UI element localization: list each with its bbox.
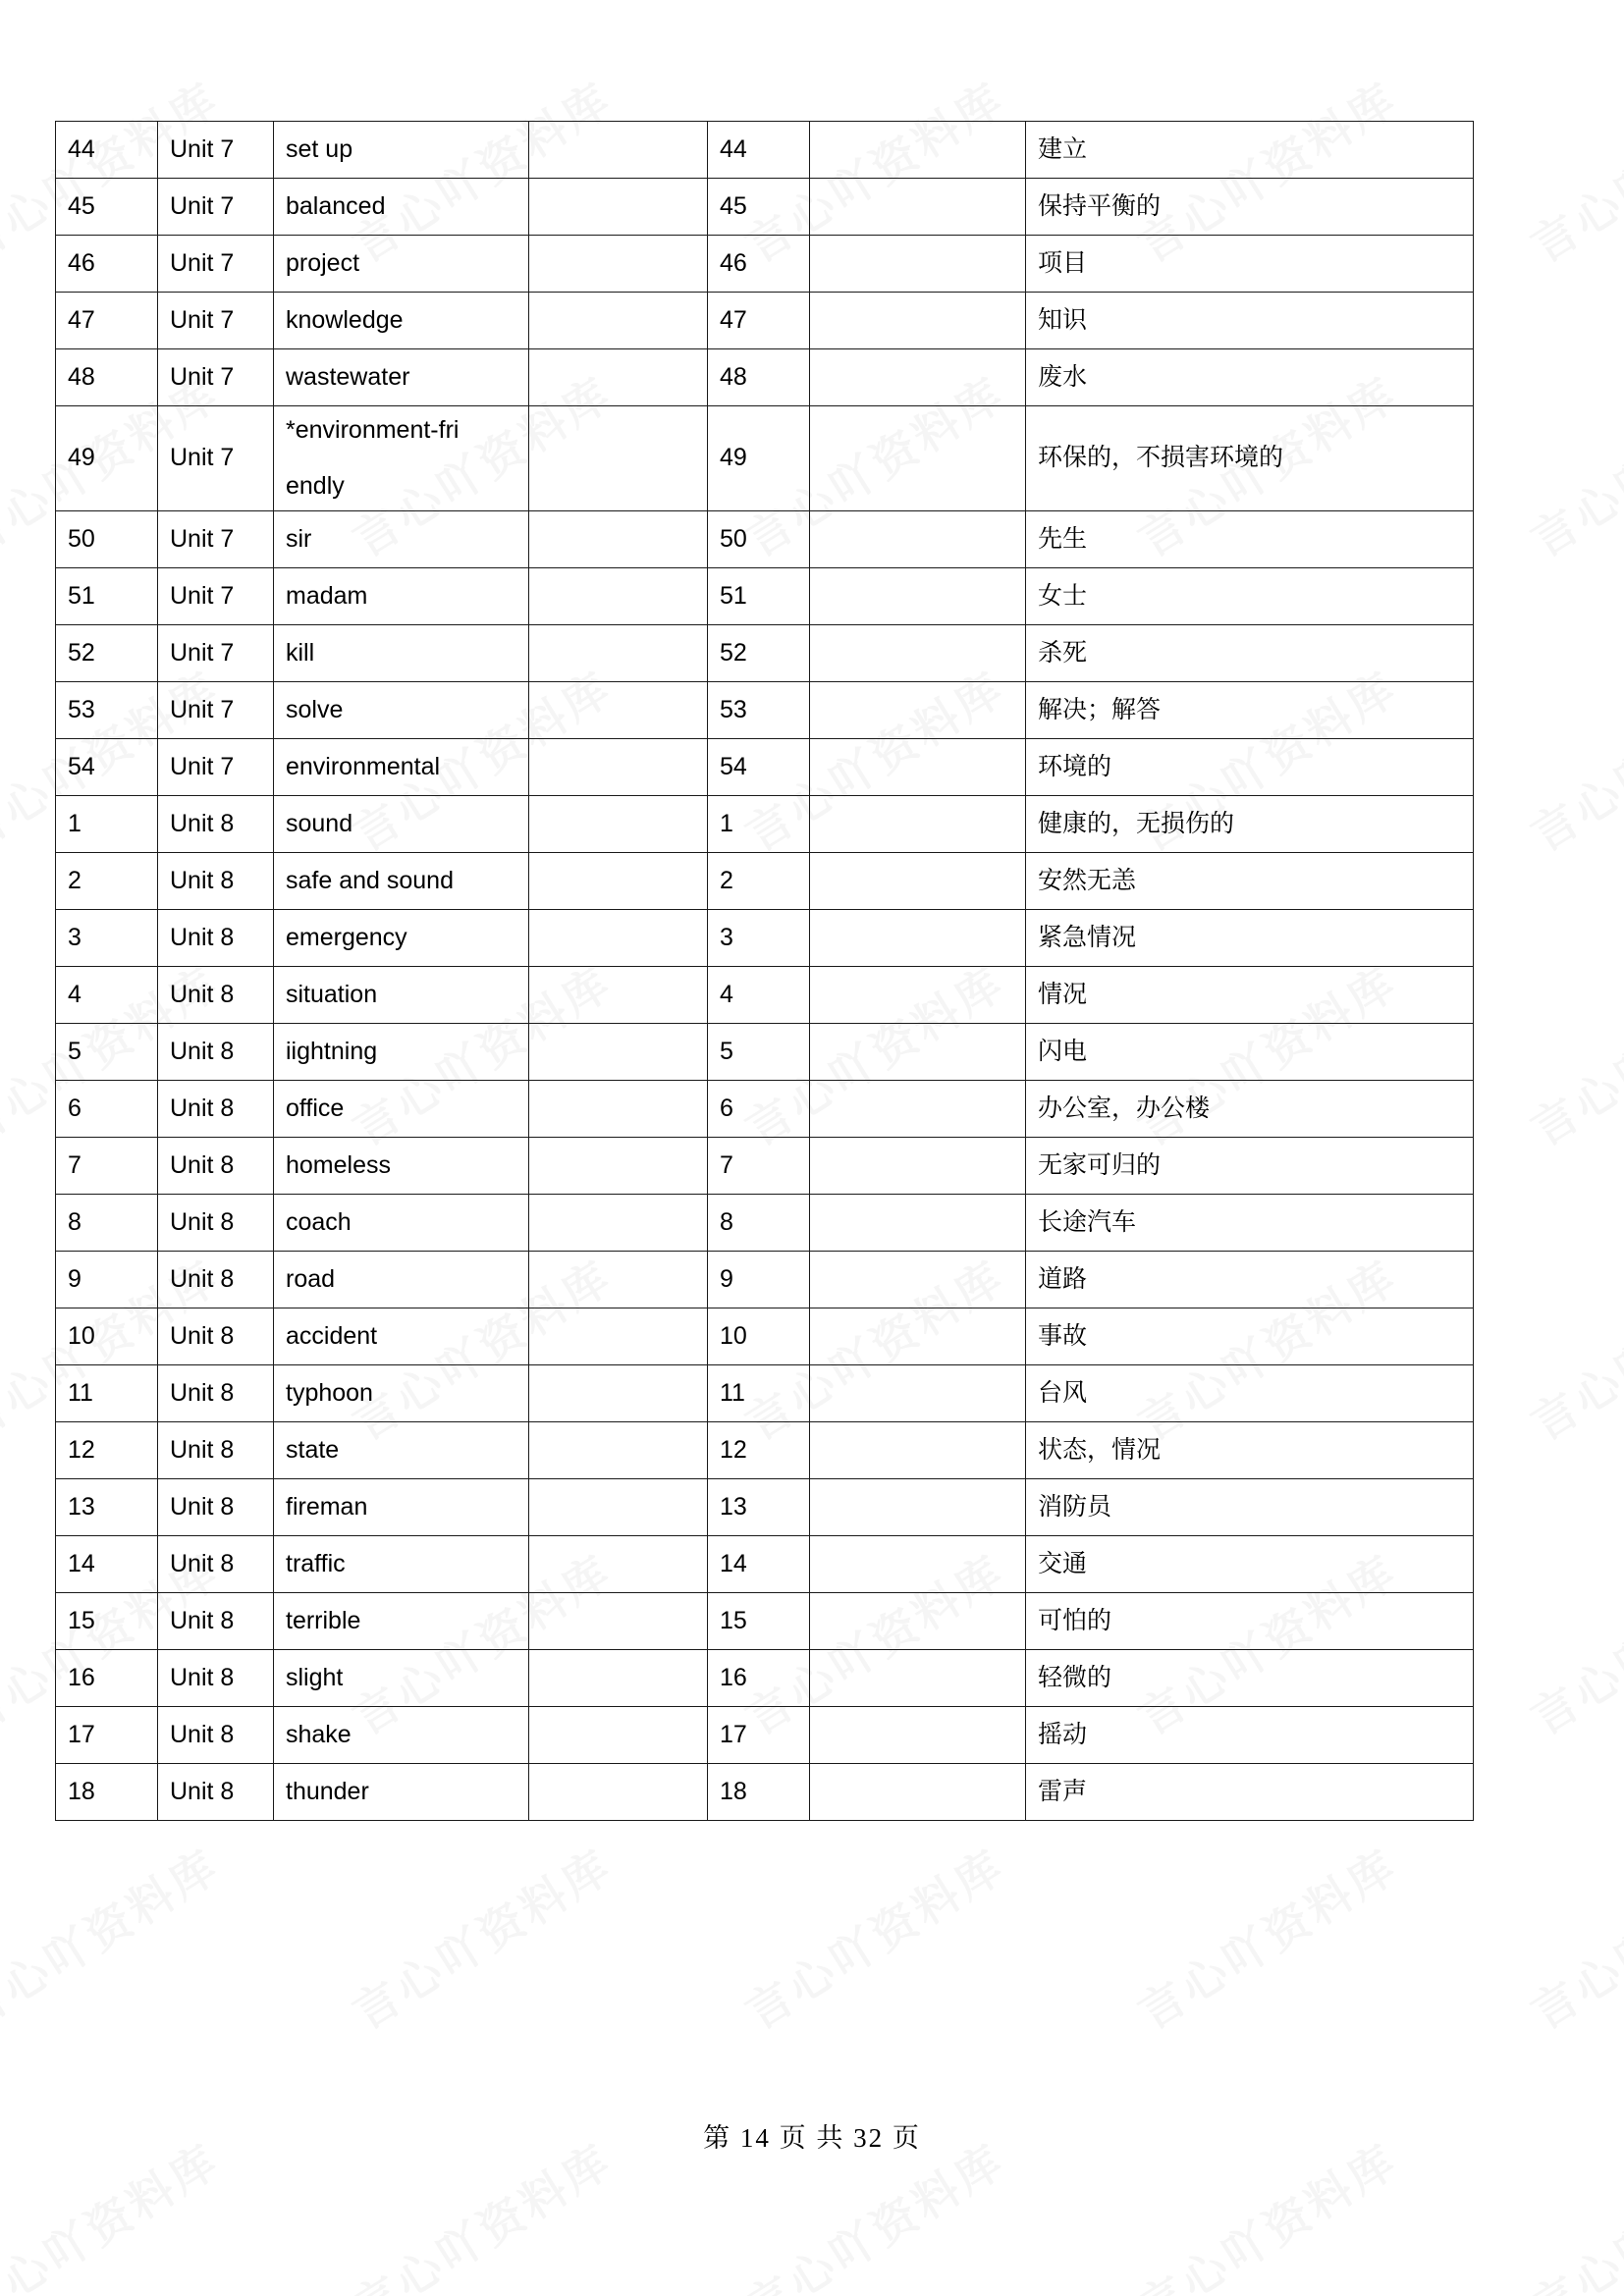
cell-index: 2 (56, 853, 158, 910)
cell-chinese-meaning: 台风 (1026, 1365, 1474, 1422)
cell-chinese-meaning: 交通 (1026, 1536, 1474, 1593)
cell-unit: Unit 8 (158, 1308, 274, 1365)
cell-unit: Unit 8 (158, 1593, 274, 1650)
cell-index-right: 17 (708, 1707, 810, 1764)
cell-index: 51 (56, 568, 158, 625)
cell-answer-blank-english (529, 1252, 708, 1308)
cell-english-word: typhoon (274, 1365, 529, 1422)
cell-chinese-meaning: 闪电 (1026, 1024, 1474, 1081)
table-row (56, 967, 1474, 1024)
cell-english-word: safe and sound (274, 853, 529, 910)
cell-answer-blank-english (529, 568, 708, 625)
table-row (56, 1764, 1474, 1821)
cell-index-right: 54 (708, 739, 810, 796)
cell-index-right: 6 (708, 1081, 810, 1138)
cell-index-right: 18 (708, 1764, 810, 1821)
cell-answer-blank-english (529, 967, 708, 1024)
cell-answer-blank-english (529, 796, 708, 853)
cell-index: 45 (56, 179, 158, 236)
vocabulary-table (55, 121, 1474, 1821)
cell-unit: Unit 8 (158, 1650, 274, 1707)
cell-unit: Unit 7 (158, 236, 274, 293)
cell-answer-blank-english (529, 1536, 708, 1593)
cell-unit: Unit 7 (158, 682, 274, 739)
cell-answer-blank-chinese (810, 1707, 1026, 1764)
cell-index-right: 16 (708, 1650, 810, 1707)
cell-index-right: 52 (708, 625, 810, 682)
cell-answer-blank-chinese (810, 1764, 1026, 1821)
cell-unit: Unit 8 (158, 1024, 274, 1081)
table-row (56, 853, 1474, 910)
cell-answer-blank-english (529, 1138, 708, 1195)
cell-index-right: 14 (708, 1536, 810, 1593)
cell-unit: Unit 8 (158, 1252, 274, 1308)
cell-unit: Unit 7 (158, 625, 274, 682)
cell-answer-blank-chinese (810, 1536, 1026, 1593)
table-row (56, 406, 1474, 511)
cell-answer-blank-english (529, 1422, 708, 1479)
cell-english-word: sound (274, 796, 529, 853)
cell-index-right: 4 (708, 967, 810, 1024)
cell-index: 10 (56, 1308, 158, 1365)
cell-index: 6 (56, 1081, 158, 1138)
cell-answer-blank-chinese (810, 349, 1026, 406)
table-row (56, 1707, 1474, 1764)
cell-index: 54 (56, 739, 158, 796)
cell-answer-blank-chinese (810, 910, 1026, 967)
cell-index: 50 (56, 511, 158, 568)
cell-unit: Unit 8 (158, 1138, 274, 1195)
cell-english-word: environmental (274, 739, 529, 796)
cell-unit: Unit 8 (158, 967, 274, 1024)
cell-answer-blank-chinese (810, 1195, 1026, 1252)
cell-unit: Unit 8 (158, 910, 274, 967)
cell-unit: Unit 8 (158, 1422, 274, 1479)
table-row (56, 236, 1474, 293)
cell-chinese-meaning: 项目 (1026, 236, 1474, 293)
table-row (56, 910, 1474, 967)
cell-index-right: 13 (708, 1479, 810, 1536)
table-row (56, 349, 1474, 406)
table-row (56, 293, 1474, 349)
cell-answer-blank-english (529, 1650, 708, 1707)
cell-index: 8 (56, 1195, 158, 1252)
table-row (56, 122, 1474, 179)
cell-answer-blank-chinese (810, 511, 1026, 568)
cell-answer-blank-english (529, 179, 708, 236)
cell-answer-blank-chinese (810, 682, 1026, 739)
table-row (56, 1365, 1474, 1422)
cell-answer-blank-chinese (810, 625, 1026, 682)
cell-index-right: 51 (708, 568, 810, 625)
cell-index: 12 (56, 1422, 158, 1479)
cell-index-right: 50 (708, 511, 810, 568)
vocabulary-table-body (56, 122, 1474, 1821)
cell-english-word: sir (274, 511, 529, 568)
cell-answer-blank-chinese (810, 796, 1026, 853)
cell-chinese-meaning: 可怕的 (1026, 1593, 1474, 1650)
cell-answer-blank-english (529, 625, 708, 682)
cell-index-right: 47 (708, 293, 810, 349)
table-row (56, 179, 1474, 236)
cell-answer-blank-chinese (810, 122, 1026, 179)
cell-answer-blank-english (529, 1024, 708, 1081)
cell-index: 1 (56, 796, 158, 853)
cell-answer-blank-english (529, 910, 708, 967)
cell-answer-blank-chinese (810, 1593, 1026, 1650)
table-row (56, 1138, 1474, 1195)
cell-index: 15 (56, 1593, 158, 1650)
cell-index: 9 (56, 1252, 158, 1308)
cell-answer-blank-english (529, 1081, 708, 1138)
cell-answer-blank-english (529, 739, 708, 796)
cell-answer-blank-chinese (810, 739, 1026, 796)
cell-english-word: project (274, 236, 529, 293)
cell-answer-blank-chinese (810, 967, 1026, 1024)
table-row (56, 682, 1474, 739)
cell-index-right: 46 (708, 236, 810, 293)
cell-unit: Unit 8 (158, 1536, 274, 1593)
cell-english-word: situation (274, 967, 529, 1024)
cell-chinese-meaning: 轻微的 (1026, 1650, 1474, 1707)
cell-answer-blank-chinese (810, 236, 1026, 293)
cell-index-right: 1 (708, 796, 810, 853)
cell-index: 46 (56, 236, 158, 293)
cell-index: 3 (56, 910, 158, 967)
table-row (56, 1195, 1474, 1252)
cell-chinese-meaning: 摇动 (1026, 1707, 1474, 1764)
cell-chinese-meaning: 保持平衡的 (1026, 179, 1474, 236)
cell-answer-blank-chinese (810, 853, 1026, 910)
cell-answer-blank-english (529, 236, 708, 293)
cell-english-word: balanced (274, 179, 529, 236)
cell-index: 11 (56, 1365, 158, 1422)
cell-index: 7 (56, 1138, 158, 1195)
cell-index-right: 7 (708, 1138, 810, 1195)
table-row (56, 1479, 1474, 1536)
table-row (56, 739, 1474, 796)
cell-english-word: state (274, 1422, 529, 1479)
cell-english-word: emergency (274, 910, 529, 967)
cell-answer-blank-english (529, 511, 708, 568)
page-footer: 第 14 页 共 32 页 (703, 2123, 921, 2153)
cell-chinese-meaning: 健康的，无损伤的 (1026, 796, 1474, 853)
cell-answer-blank-chinese (810, 1479, 1026, 1536)
cell-english-word: knowledge (274, 293, 529, 349)
cell-english-word: *environment-fri endly (274, 406, 529, 511)
cell-index: 44 (56, 122, 158, 179)
cell-answer-blank-chinese (810, 1024, 1026, 1081)
cell-english-word: accident (274, 1308, 529, 1365)
cell-index-right: 3 (708, 910, 810, 967)
cell-index-right: 48 (708, 349, 810, 406)
table-row (56, 511, 1474, 568)
cell-answer-blank-chinese (810, 1650, 1026, 1707)
table-row (56, 1650, 1474, 1707)
table-row (56, 1252, 1474, 1308)
table-row (56, 1422, 1474, 1479)
table-row (56, 1593, 1474, 1650)
cell-chinese-meaning: 解决；解答 (1026, 682, 1474, 739)
cell-answer-blank-chinese (810, 1081, 1026, 1138)
cell-index: 5 (56, 1024, 158, 1081)
cell-answer-blank-english (529, 1764, 708, 1821)
cell-answer-blank-chinese (810, 293, 1026, 349)
cell-chinese-meaning: 女士 (1026, 568, 1474, 625)
cell-answer-blank-english (529, 853, 708, 910)
cell-unit: Unit 7 (158, 511, 274, 568)
cell-english-word: kill (274, 625, 529, 682)
vocabulary-table-container (55, 121, 1473, 1821)
cell-chinese-meaning: 安然无恙 (1026, 853, 1474, 910)
cell-unit: Unit 8 (158, 1707, 274, 1764)
table-row (56, 1308, 1474, 1365)
cell-index-right: 15 (708, 1593, 810, 1650)
cell-index: 16 (56, 1650, 158, 1707)
cell-chinese-meaning: 知识 (1026, 293, 1474, 349)
cell-english-word: terrible (274, 1593, 529, 1650)
cell-english-word: homeless (274, 1138, 529, 1195)
cell-unit: Unit 8 (158, 796, 274, 853)
table-row (56, 1024, 1474, 1081)
cell-english-word: slight (274, 1650, 529, 1707)
cell-chinese-meaning: 先生 (1026, 511, 1474, 568)
cell-index-right: 8 (708, 1195, 810, 1252)
cell-index-right: 5 (708, 1024, 810, 1081)
cell-unit: Unit 8 (158, 853, 274, 910)
cell-chinese-meaning: 消防员 (1026, 1479, 1474, 1536)
cell-chinese-meaning: 环保的，不损害环境的 (1026, 406, 1474, 511)
table-row (56, 1081, 1474, 1138)
cell-answer-blank-chinese (810, 1422, 1026, 1479)
cell-chinese-meaning: 废水 (1026, 349, 1474, 406)
cell-index: 17 (56, 1707, 158, 1764)
cell-index-right: 2 (708, 853, 810, 910)
cell-index-right: 45 (708, 179, 810, 236)
cell-index-right: 44 (708, 122, 810, 179)
table-row (56, 796, 1474, 853)
cell-answer-blank-chinese (810, 1365, 1026, 1422)
cell-english-word: coach (274, 1195, 529, 1252)
cell-unit: Unit 8 (158, 1479, 274, 1536)
cell-unit: Unit 8 (158, 1081, 274, 1138)
cell-answer-blank-english (529, 1479, 708, 1536)
table-row (56, 1536, 1474, 1593)
cell-english-word: traffic (274, 1536, 529, 1593)
cell-english-word: set up (274, 122, 529, 179)
table-row (56, 568, 1474, 625)
cell-english-word: fireman (274, 1479, 529, 1536)
cell-unit: Unit 7 (158, 293, 274, 349)
cell-answer-blank-english (529, 1195, 708, 1252)
cell-answer-blank-english (529, 1365, 708, 1422)
cell-unit: Unit 7 (158, 122, 274, 179)
cell-unit: Unit 7 (158, 349, 274, 406)
cell-unit: Unit 7 (158, 739, 274, 796)
cell-chinese-meaning: 建立 (1026, 122, 1474, 179)
cell-index-right: 49 (708, 406, 810, 511)
cell-answer-blank-english (529, 406, 708, 511)
cell-answer-blank-english (529, 349, 708, 406)
cell-answer-blank-chinese (810, 1308, 1026, 1365)
cell-index: 48 (56, 349, 158, 406)
cell-index: 53 (56, 682, 158, 739)
cell-chinese-meaning: 雷声 (1026, 1764, 1474, 1821)
cell-index-right: 9 (708, 1252, 810, 1308)
cell-answer-blank-english (529, 293, 708, 349)
cell-english-word: road (274, 1252, 529, 1308)
cell-unit: Unit 7 (158, 568, 274, 625)
cell-answer-blank-english (529, 1707, 708, 1764)
cell-answer-blank-chinese (810, 179, 1026, 236)
cell-chinese-meaning: 杀死 (1026, 625, 1474, 682)
table-row (56, 625, 1474, 682)
cell-index-right: 53 (708, 682, 810, 739)
cell-english-word: shake (274, 1707, 529, 1764)
cell-english-word: office (274, 1081, 529, 1138)
cell-index-right: 11 (708, 1365, 810, 1422)
cell-english-word: iightning (274, 1024, 529, 1081)
cell-index: 13 (56, 1479, 158, 1536)
cell-english-word: thunder (274, 1764, 529, 1821)
cell-unit: Unit 8 (158, 1365, 274, 1422)
cell-chinese-meaning: 事故 (1026, 1308, 1474, 1365)
cell-index-right: 12 (708, 1422, 810, 1479)
cell-unit: Unit 8 (158, 1195, 274, 1252)
cell-answer-blank-chinese (810, 406, 1026, 511)
cell-index: 49 (56, 406, 158, 511)
cell-index: 18 (56, 1764, 158, 1821)
cell-answer-blank-english (529, 1593, 708, 1650)
cell-answer-blank-chinese (810, 568, 1026, 625)
cell-answer-blank-english (529, 1308, 708, 1365)
cell-index-right: 10 (708, 1308, 810, 1365)
cell-answer-blank-english (529, 122, 708, 179)
cell-chinese-meaning: 长途汽车 (1026, 1195, 1474, 1252)
cell-chinese-meaning: 状态，情况 (1026, 1422, 1474, 1479)
cell-chinese-meaning: 环境的 (1026, 739, 1474, 796)
cell-chinese-meaning: 情况 (1026, 967, 1474, 1024)
cell-unit: Unit 8 (158, 1764, 274, 1821)
cell-chinese-meaning: 紧急情况 (1026, 910, 1474, 967)
cell-unit: Unit 7 (158, 406, 274, 511)
cell-chinese-meaning: 道路 (1026, 1252, 1474, 1308)
cell-chinese-meaning: 无家可归的 (1026, 1138, 1474, 1195)
cell-english-word: wastewater (274, 349, 529, 406)
cell-answer-blank-chinese (810, 1138, 1026, 1195)
cell-english-word: solve (274, 682, 529, 739)
cell-index: 14 (56, 1536, 158, 1593)
cell-chinese-meaning: 办公室，办公楼 (1026, 1081, 1474, 1138)
cell-answer-blank-english (529, 682, 708, 739)
cell-index: 52 (56, 625, 158, 682)
cell-unit: Unit 7 (158, 179, 274, 236)
cell-answer-blank-chinese (810, 1252, 1026, 1308)
cell-index: 4 (56, 967, 158, 1024)
cell-english-word: madam (274, 568, 529, 625)
cell-index: 47 (56, 293, 158, 349)
